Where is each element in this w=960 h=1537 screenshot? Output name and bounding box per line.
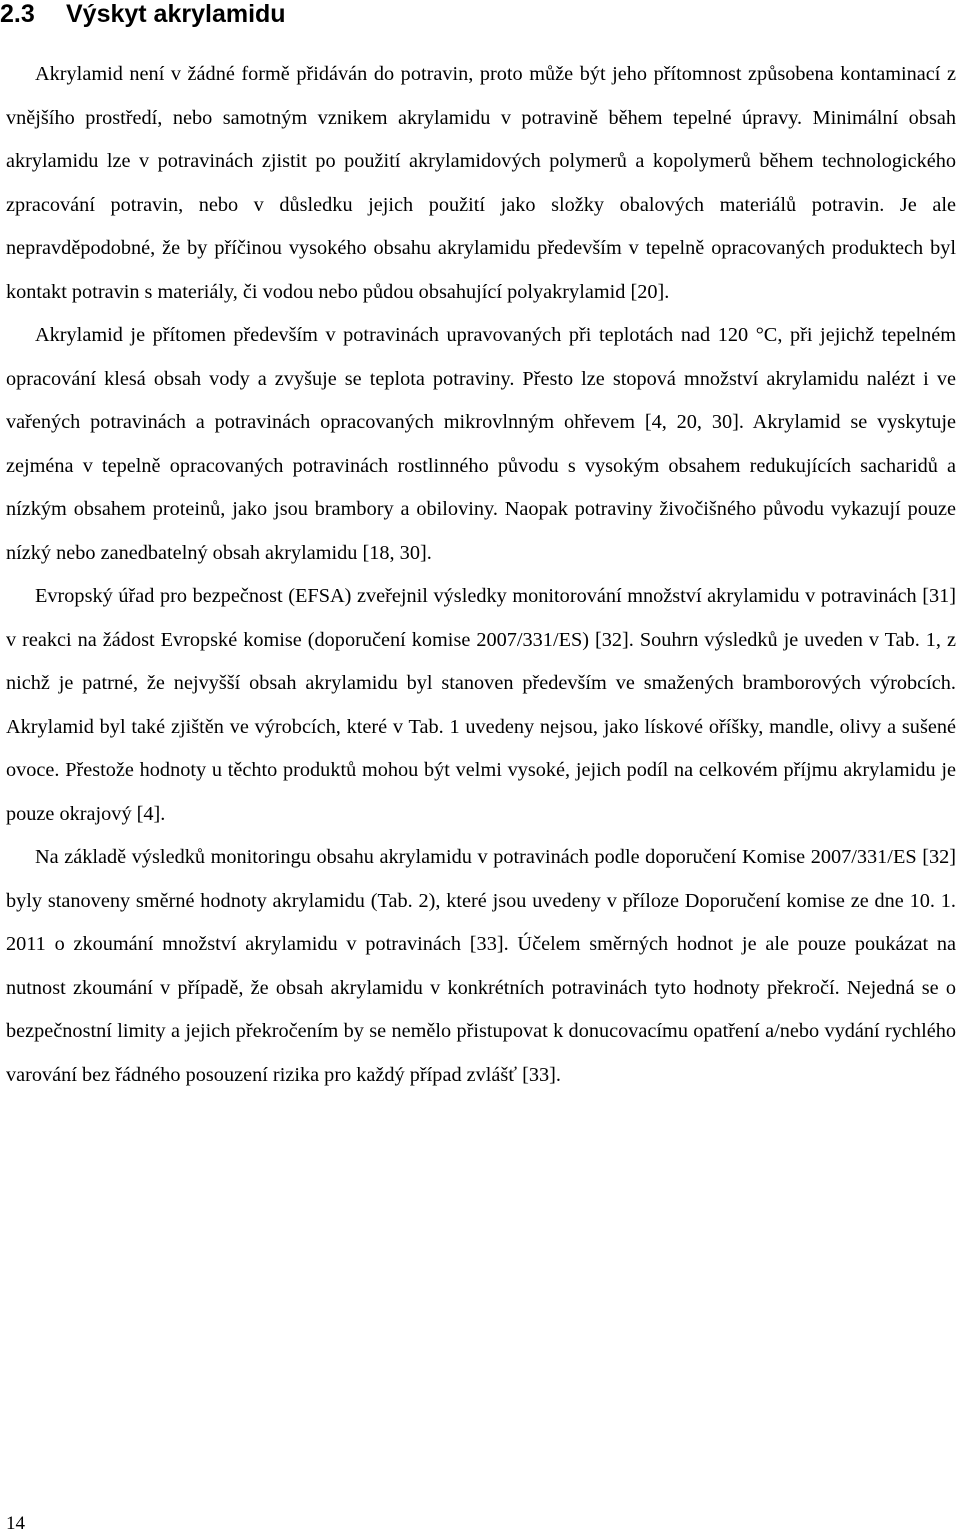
paragraph-efsa-monitoring: Evropský úřad pro bezpečnost (EFSA) zveřejnil výsledky monitorování množství akrylamidu v potravinách [31] v reakci na žádost Evropské komise (doporučení komise 2007/331/ES) [32]. Souhrn výsledků je uveden v Tab. 1, z nichž je patrné, že nejvyšší obsah akrylamidu byl stanoven především ve smažených bramborových výrobcích. Akrylamid byl také zjištěn ve výrobcích, které v Tab. 1 uvedeny nejsou, jako lískové oříšky, mandle, olivy a sušené ovoce. Přestože hodnoty u těchto produktů mohou být velmi vysoké, jejich podíl na celkovém příjmu akrylamidu je pouze okrajový [4]. [6,585,956,825]
page-number: 14 [6,1513,25,1534]
section-number: 2.3 [0,0,35,28]
section-title: Výskyt akrylamidu [66,0,286,28]
paragraph-occurrence-sources: Akrylamid není v žádné formě přidáván do potravin, proto může být jeho přítomnost způsobena kontaminací z vnějšího prostředí, nebo samotným vznikem akrylamidu v potravině během tepelné úpravy. Minimální obsah akrylamidu lze v potravinách zjistit po použití akrylamidových polymerů a kopolymerů během technologického zpracování potravin, nebo v důsledku jejich použití jako složky obalových materiálů potravin. Je ale nepravděpodobné, že by příčinou vysokého obsahu akrylamidu především v tepelně opracovaných produktech byl kontakt potravin s materiály, či vodou nebo půdou obsahující polyakrylamid [20]. [6,63,956,303]
section-heading [0,0,286,30]
body-text [6,53,956,1097]
paragraph-heat-treated-foods: Akrylamid je přítomen především v potravinách upravovaných při teplotách nad 120 °C, při jejichž tepelném opracování klesá obsah vody a zvyšuje se teplota potraviny. Přesto lze stopová množství akrylamidu nalézt i ve vařených potravinách a potravinách opracovaných mikrovlnným ohřevem [4, 20, 30]. Akrylamid se vyskytuje zejména v tepelně opracovaných potravinách rostlinného původu s vysokým obsahem redukujících sacharidů a nízkým obsahem proteinů, jako jsou brambory a obiloviny. Naopak potraviny živočišného původu vykazují pouze nízký nebo zanedbatelný obsah akrylamidu [18, 30]. [6,324,956,564]
paragraph-indicative-values: Na základě výsledků monitoringu obsahu akrylamidu v potravinách podle doporučení Komise 2007/331/ES [32] byly stanoveny směrné hodnoty akrylamidu (Tab. 2), které jsou uvedeny v příloze Doporučení komise ze dne 10. 1. 2011 o zkoumání množství akrylamidu v potravinách [33]. Účelem směrných hodnot je ale pouze poukázat na nutnost zkoumání v případě, že obsah akrylamidu v konkrétních potravinách tyto hodnoty překročí. Nejedná se o bezpečnostní limity a jejich překročením by se nemělo přistupovat k donucovacímu opatření a/nebo vydání rychlého varování bez řádného posouzení rizika pro každý případ zvlášť [33]. [6,846,956,1086]
